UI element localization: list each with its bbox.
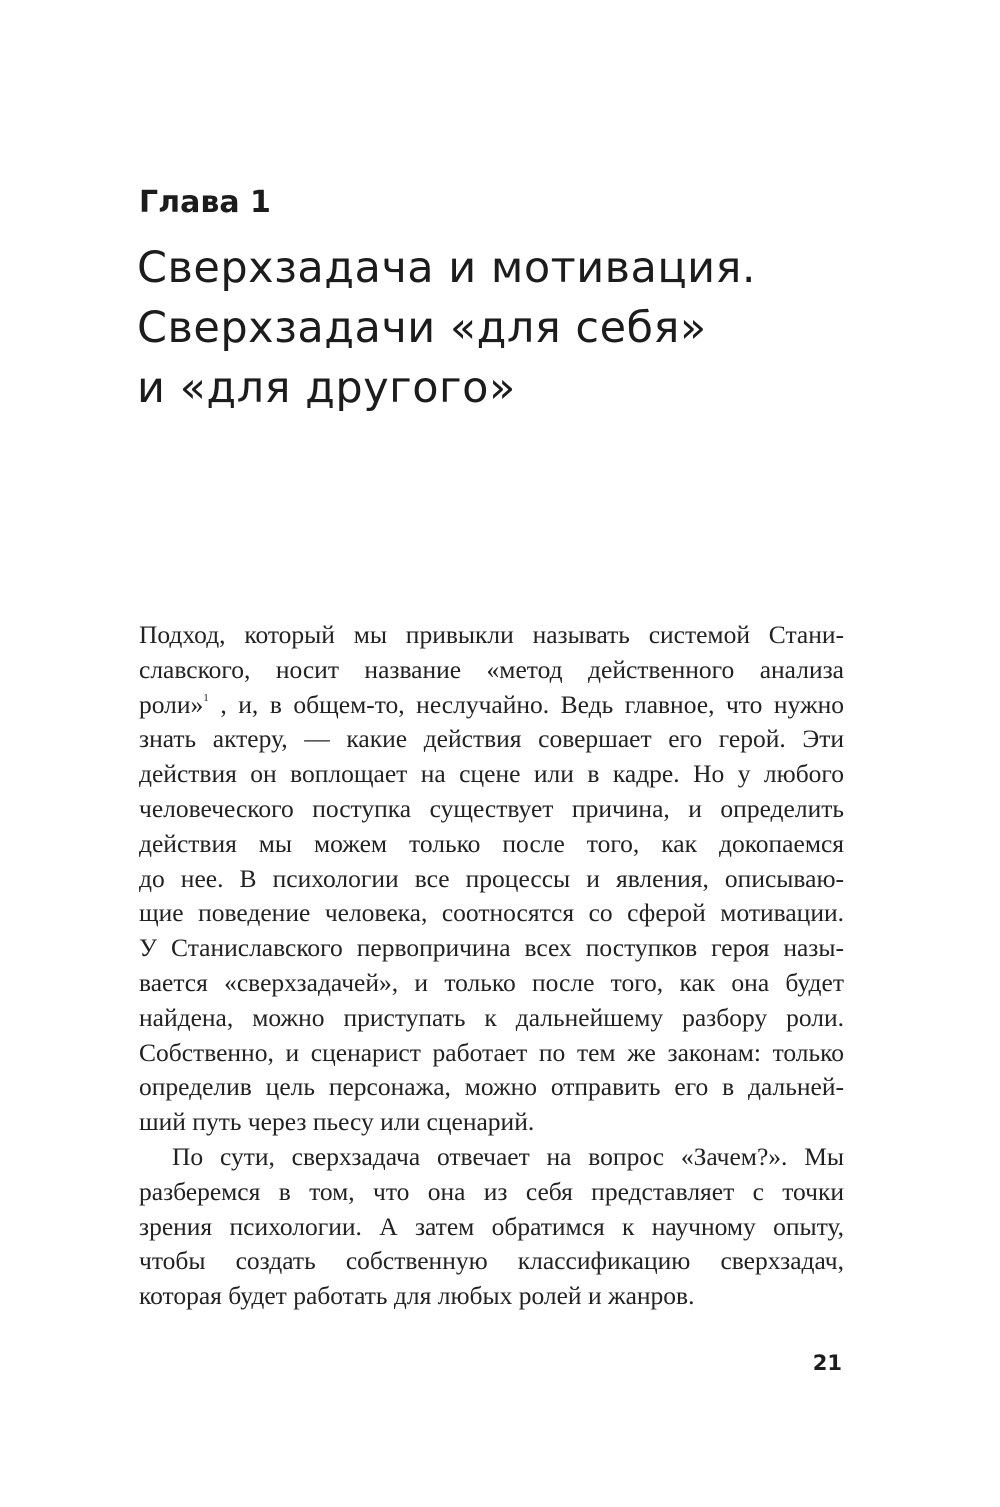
chapter-label: Глава 1 [139, 185, 271, 220]
chapter-title [137, 238, 897, 418]
body-text [139, 618, 844, 1314]
footnote-reference[interactable]: 1 [203, 691, 209, 704]
text-line: вается «сверхзадачей», и только после того, как она будет [139, 967, 844, 997]
chapter-title-line: Сверхзадачи «для себя» [137, 303, 707, 353]
text-line: щие поведение человека, соотносятся со сферой мотивации. [139, 898, 844, 928]
text-line: действия мы можем только после того, как докопаемся [139, 828, 844, 858]
text-line: действия он воплощает на сцене или в кадре. Но у любого [139, 759, 844, 789]
text-line: У Станиславского первопричина всех поступков героя назы- [139, 933, 844, 963]
text-line: славского, носит название «метод действенного анализа [139, 654, 844, 684]
text-line: Подход, который мы привыкли называть системой Стани- [139, 620, 844, 649]
chapter-title-line: и «для другого» [137, 363, 516, 413]
paragraph-2 [139, 1140, 844, 1314]
paragraph-1 [139, 618, 844, 1140]
text-line: чтобы создать собственную классификацию сверхзадач, [139, 1246, 844, 1276]
text-line: определив цель персонажа, можно отправить его в дальней- [139, 1072, 844, 1102]
text-line: до нее. В психологии все процессы и явления, описываю- [139, 863, 844, 893]
text-line: которая будет работать для любых ролей и жанров. [139, 1281, 695, 1311]
text-fragment: роли» [139, 689, 204, 719]
text-line: разберемся в том, что она из себя представляет с точки [139, 1176, 844, 1206]
text-line: ший путь через пьесу или сценарий. [139, 1107, 535, 1137]
text-line: Собственно, и сценарист работает по тем же законам: только [139, 1037, 844, 1067]
text-line [139, 688, 844, 723]
text-line: человеческого поступка существует причина, и определить [139, 793, 844, 823]
text-line: зрения психологии. А затем обратимся к научному опыту, [139, 1211, 844, 1241]
text-line: знать актеру, — какие действия совершает его герой. Эти [139, 724, 844, 754]
text-fragment: , и, в общем-то, неслучайно. Ведь главное, что нужно [208, 689, 844, 719]
chapter-title-line: Сверхзадача и мотивация. [137, 243, 757, 293]
page-number: 21 [812, 1351, 842, 1375]
text-line: найдена, можно приступать к дальнейшему разбору роли. [139, 1002, 844, 1032]
text-line: По сути, сверхзадача отвечает на вопрос «Зачем?». Мы [172, 1141, 844, 1171]
